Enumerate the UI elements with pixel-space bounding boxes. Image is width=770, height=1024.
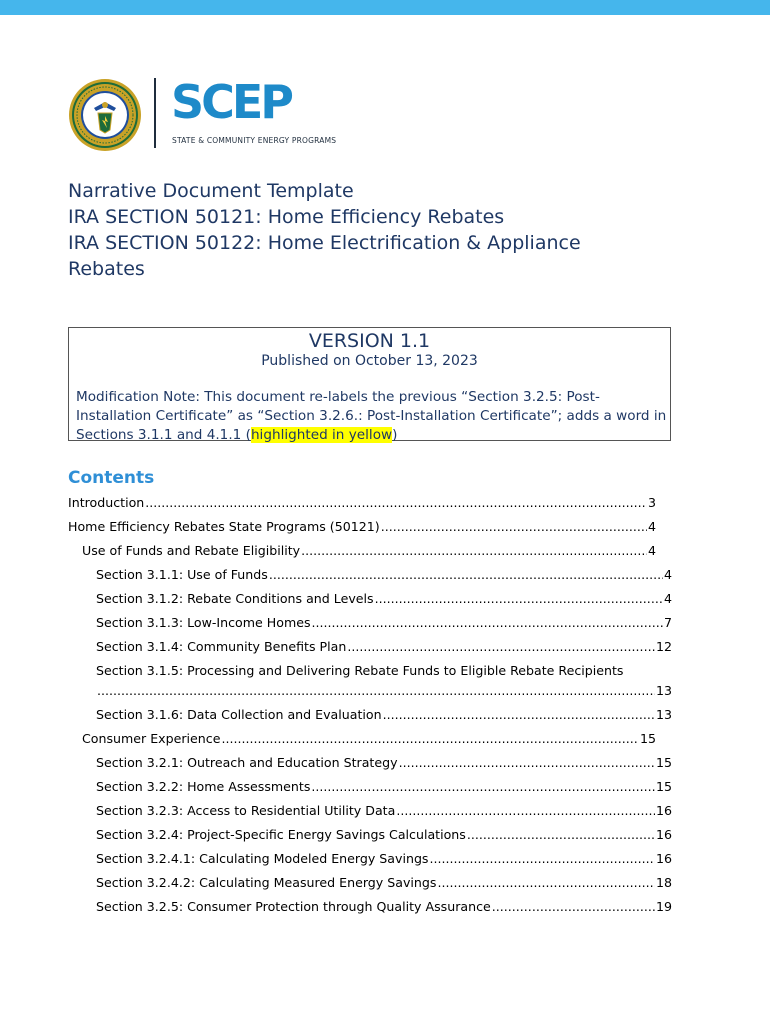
toc-entry-page: 15	[639, 731, 656, 746]
version-title: VERSION 1.1	[308, 330, 431, 352]
toc-entry-label: Consumer Experience	[82, 731, 221, 746]
toc-entry[interactable]	[96, 658, 680, 678]
toc-entry[interactable]	[96, 798, 672, 818]
toc-entry-page: 19	[655, 899, 672, 914]
logo-divider	[154, 78, 156, 148]
toc-entry-label: Section 3.1.6: Data Collection and Evaluation	[96, 707, 382, 722]
published-date: Published on October 13, 2023	[261, 353, 478, 369]
toc-dot-leader	[467, 827, 655, 842]
toc-entry-page: 7	[663, 615, 672, 630]
toc-entry[interactable]	[82, 538, 656, 558]
toc-dot-leader	[269, 567, 663, 582]
toc-entry-page: 18	[655, 875, 672, 890]
toc-entry[interactable]	[68, 490, 656, 510]
toc-entry[interactable]	[96, 610, 672, 630]
toc-entry-page: 4	[663, 591, 672, 606]
toc-entry-page: 13	[655, 683, 672, 698]
toc-dot-leader	[399, 755, 655, 770]
toc-entry[interactable]	[96, 846, 672, 866]
toc-dot-leader	[97, 683, 655, 698]
contents-heading: Contents	[68, 468, 155, 488]
toc-dot-leader	[221, 731, 639, 746]
toc-entry-label: Section 3.2.2: Home Assessments	[96, 779, 311, 794]
toc-entry-page: 16	[655, 827, 672, 842]
toc-entry-page: 4	[647, 543, 656, 558]
toc-entry-page: 13	[655, 707, 672, 722]
version-box	[68, 327, 671, 441]
toc-entry-label: Section 3.1.1: Use of Funds	[96, 567, 268, 582]
toc-entry-page: 4	[647, 519, 656, 534]
toc-dot-leader	[396, 803, 655, 818]
modification-note	[76, 388, 668, 445]
toc-dot-leader	[383, 707, 655, 722]
toc-dot-leader	[430, 851, 655, 866]
toc-entry-label: Section 3.2.4.1: Calculating Modeled Energy Savings	[96, 851, 429, 866]
toc-entry[interactable]	[96, 634, 672, 654]
toc-dot-leader	[301, 543, 647, 558]
toc-entry-page: 4	[663, 567, 672, 582]
toc-entry-label: Section 3.1.3: Low-Income Homes	[96, 615, 311, 630]
toc-entry[interactable]	[96, 774, 672, 794]
toc-entry[interactable]	[96, 562, 672, 582]
toc-entry[interactable]	[82, 726, 656, 746]
scep-wordmark: SCEP	[171, 75, 292, 129]
toc-entry-label: Section 3.2.3: Access to Residential Utility Data	[96, 803, 396, 818]
toc-entry-page: 12	[655, 639, 672, 654]
toc-dot-leader	[437, 875, 655, 890]
toc-entry-label: Home Efficiency Rebates State Programs (50121)	[68, 519, 380, 534]
toc-dot-leader	[381, 519, 647, 534]
toc-entry-label: Section 3.2.4: Project-Specific Energy Savings Calculations	[96, 827, 466, 842]
toc-dot-leader	[312, 615, 663, 630]
toc-entry-page: 16	[655, 851, 672, 866]
toc-entry-page: 3	[647, 495, 656, 510]
scep-subtitle: STATE & COMMUNITY ENERGY PROGRAMS	[172, 136, 337, 145]
toc-entry[interactable]	[68, 514, 656, 534]
title-line-2: IRA SECTION 50121: Home Efficiency Rebates	[68, 206, 505, 228]
title-line-1: Narrative Document Template	[68, 180, 354, 202]
toc-entry[interactable]	[96, 678, 672, 698]
toc-dot-leader	[492, 899, 655, 914]
toc-dot-leader	[347, 639, 655, 654]
toc-entry[interactable]	[96, 894, 672, 914]
toc-dot-leader	[375, 591, 663, 606]
title-line-3: IRA SECTION 50122: Home Electrification & Appliance	[68, 232, 581, 254]
document-title	[68, 178, 688, 282]
toc-entry[interactable]	[96, 870, 672, 890]
toc-entry[interactable]	[96, 822, 672, 842]
toc-dot-leader	[145, 495, 647, 510]
toc-entry[interactable]	[96, 750, 672, 770]
toc-entry-label: Section 3.2.4.2: Calculating Measured Energy Savings	[96, 875, 437, 890]
toc-dot-leader	[311, 779, 655, 794]
toc-entry[interactable]	[96, 586, 672, 606]
highlighted-text: highlighted in yellow	[250, 427, 393, 443]
toc-entry-label: Section 3.2.1: Outreach and Education Strategy	[96, 755, 398, 770]
toc-entry-label: Use of Funds and Rebate Eligibility	[82, 543, 301, 558]
top-accent-bar	[0, 0, 770, 15]
toc-entry[interactable]	[96, 702, 672, 722]
note-text: Modification Note: This document re-labels the previous “Section 3.2.5: Post-Installation Certificate” as “Section 3.2.6.: Post-Installation Certificate”; adds a word in Sections 3.1.1 and 4.1.1 (	[76, 389, 667, 443]
doe-seal-icon	[68, 78, 142, 152]
toc-entry-label: Section 3.1.5: Processing and Delivering Rebate Funds to Eligible Rebate Recipients	[96, 663, 624, 678]
toc-entry-page: 15	[655, 779, 672, 794]
note-text-end: )	[392, 427, 398, 443]
toc-entry-label: Section 3.1.4: Community Benefits Plan	[96, 639, 347, 654]
toc-entry-page: 15	[655, 755, 672, 770]
toc-entry-label: Section 3.1.2: Rebate Conditions and Levels	[96, 591, 374, 606]
toc-entry-page: 16	[655, 803, 672, 818]
toc-entry-label: Introduction	[68, 495, 145, 510]
title-line-4: Rebates	[68, 258, 145, 280]
header-logos	[68, 75, 368, 150]
toc-entry-label: Section 3.2.5: Consumer Protection through Quality Assurance	[96, 899, 491, 914]
